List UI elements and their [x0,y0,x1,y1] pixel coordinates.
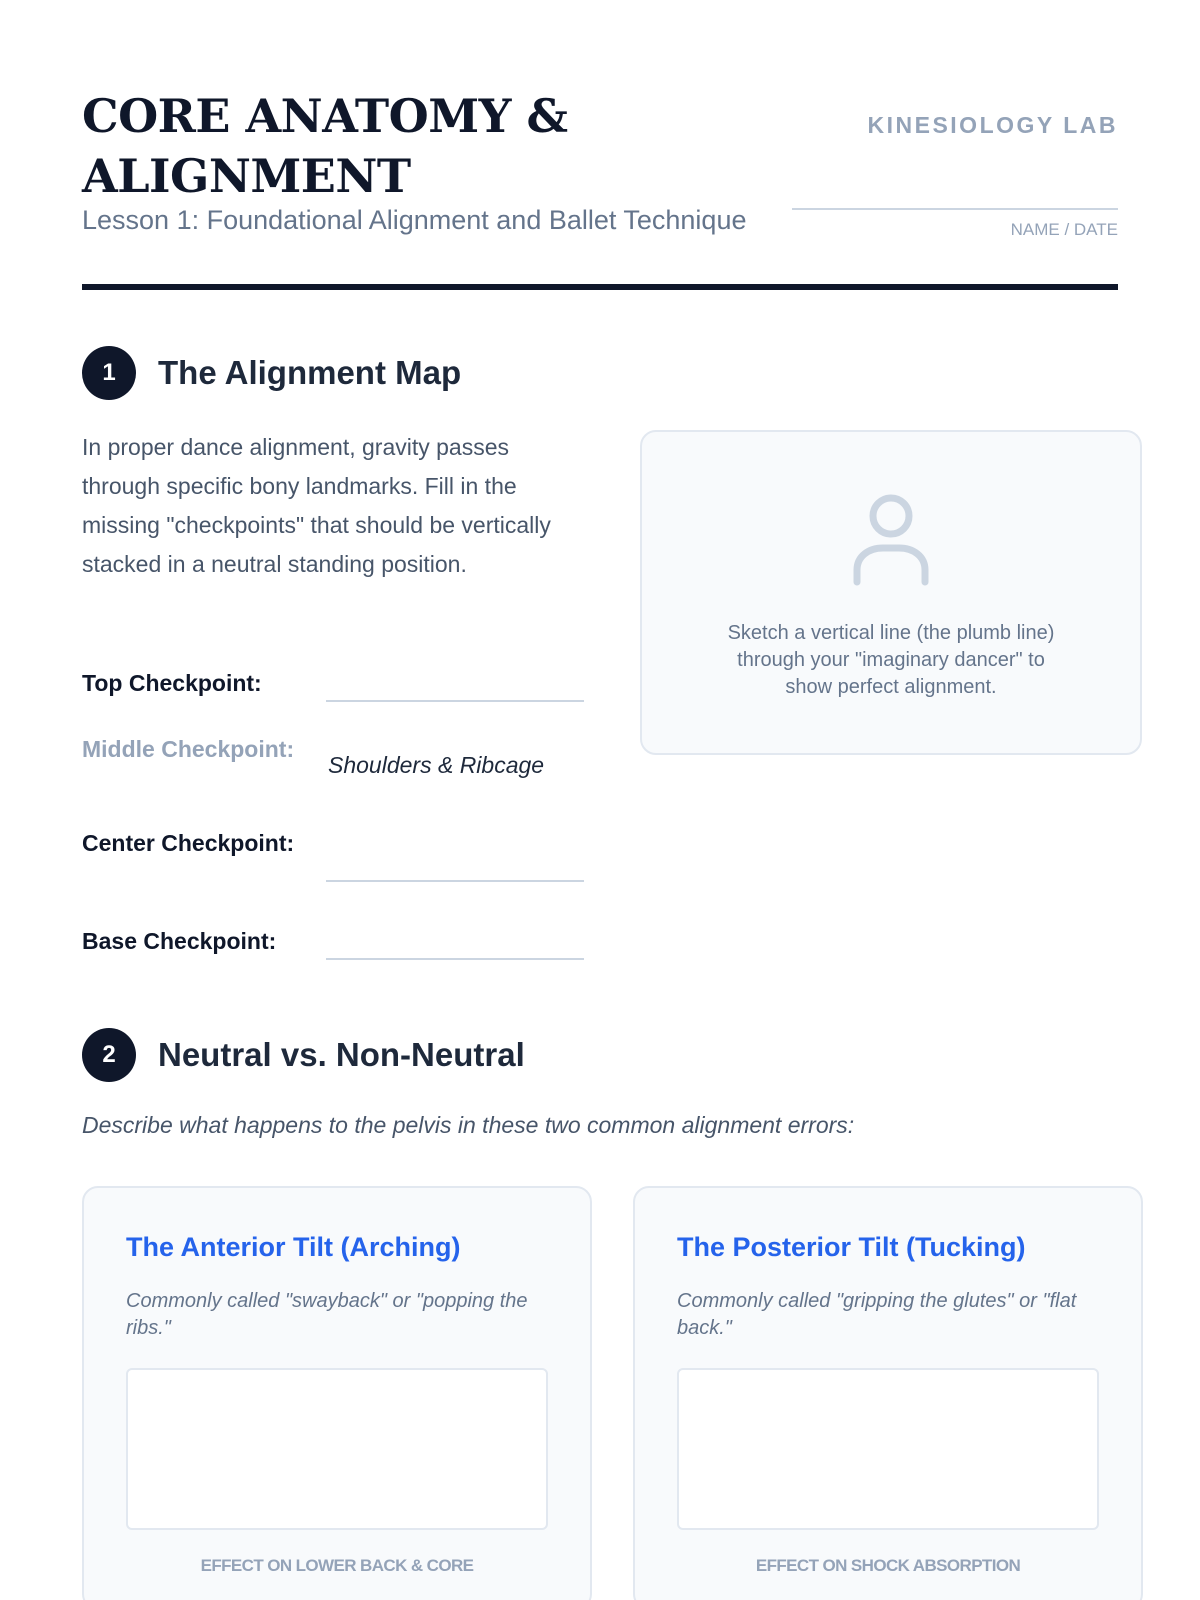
card-footer-label: EFFECT ON SHOCK ABSORPTION [755,1556,1021,1575]
header-divider [82,284,1118,290]
lab-label: KINESIOLOGY LAB [867,112,1118,138]
sketch-caption: Sketch a vertical line (the plumb line) through your "imaginary dancer" to show perfect alignment. [727,622,1055,698]
section-2-heading [82,1028,525,1082]
checkpoint-center-blank[interactable] [326,880,584,882]
card-footer-label: EFFECT ON LOWER BACK & CORE [200,1556,474,1575]
checkpoint-base-blank[interactable] [326,958,584,960]
checkpoint-top-blank[interactable] [326,700,584,702]
card-description: Commonly called "gripping the glutes" or "flat back." [677,1290,1077,1339]
posterior-tilt-card [633,1186,1143,1600]
card-title: The Posterior Tilt (Tucking) [677,1232,1026,1262]
anterior-tilt-answer-box[interactable] [126,1368,548,1530]
checkpoint-label: Base Checkpoint: [82,928,277,954]
page-subtitle: Lesson 1: Foundational Alignment and Ballet Technique [82,205,747,235]
card-title: The Anterior Tilt (Arching) [126,1232,461,1262]
card-description: Commonly called "swayback" or "popping the ribs." [126,1290,528,1339]
posterior-tilt-answer-box[interactable] [677,1368,1099,1530]
name-date-label: NAME / DATE [1010,220,1118,239]
section-number-badge: 2 [82,1028,136,1082]
section-title: The Alignment Map [158,354,462,391]
worksheet-header [82,80,1118,290]
sketch-area[interactable] [640,430,1142,755]
section-1-heading [82,346,461,400]
section-2-instruction: Describe what happens to the pelvis in these two common alignment errors: [82,1112,855,1138]
anterior-tilt-card [82,1186,592,1600]
page-title: CORE ANATOMY & ALIGNMENT [82,89,568,203]
checkpoint-label: Middle Checkpoint: [82,736,295,762]
checkpoint-middle-answer: Shoulders & Ribcage [328,752,545,778]
checkpoint-label: Top Checkpoint: [82,670,262,696]
checkpoint-label: Center Checkpoint: [82,830,295,856]
section-title: Neutral vs. Non-Neutral [158,1036,525,1073]
section-number-badge: 1 [82,346,136,400]
person-icon [851,492,931,588]
name-date-field[interactable] [792,208,1118,210]
section-1-intro: In proper dance alignment, gravity passes through specific bony landmarks. Fill in the missing "checkpoints" that should be vertically stacked in a neutral standing position. [82,434,551,577]
